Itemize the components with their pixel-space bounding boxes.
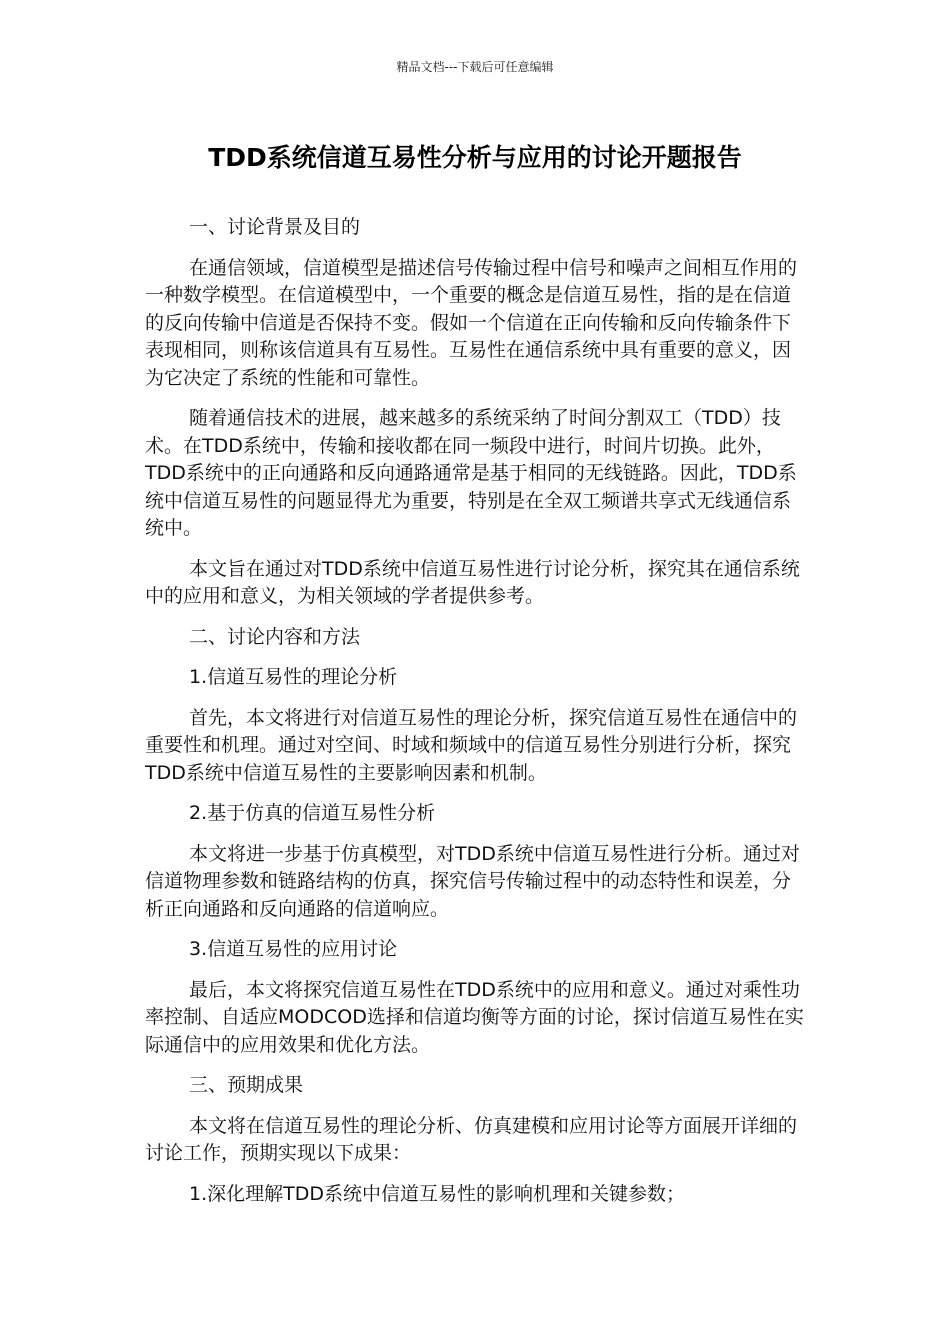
section-2-paragraph-1: 首先，本文将进行对信道互易性的理论分析，探究信道互易性在通信中的重要性和机理。通过对空间、时域和频域中的信道互易性分别进行分析，探究TDD系统中信道互易性的主要影响因素和机制。 xyxy=(145,706,798,784)
section-2-subheading-1: 1.信道互易性的理论分析 xyxy=(189,666,398,688)
section-1-heading: 一、讨论背景及目的 xyxy=(189,216,361,238)
section-2-paragraph-2: 本文将进一步基于仿真模型，对TDD系统中信道互易性进行分析。通过对信道物理参数和链路结构的仿真，探究信号传输过程中的动态特性和误差，分析正向通路和反向通路的信道响应。 xyxy=(145,842,800,920)
section-2-subheading-2: 2.基于仿真的信道互易性分析 xyxy=(189,802,436,824)
section-1-paragraph-2: 随着通信技术的进展，越来越多的系统采纳了时间分割双工（TDD）技术。在TDD系统中，传输和接收都在同一频段中进行，时间片切换。此外，TDD系统中的正向通路和反向通路通常是基于相同的无线链路。因此，TDD系统中信道互易性的问题显得尤为重要，特别是在全双工频谱共享式无线通信系统中。 xyxy=(145,407,797,539)
section-2-paragraph-3: 最后，本文将探究信道互易性在TDD系统中的应用和意义。通过对乘性功率控制、自适应MODCOD选择和信道均衡等方面的讨论，探讨信道互易性在实际通信中的应用效果和优化方法。 xyxy=(145,978,804,1056)
section-3-list-item-1: 1.深化理解TDD系统中信道互易性的影响机理和关键参数； xyxy=(189,1182,685,1205)
section-3-heading: 三、预期成果 xyxy=(189,1074,304,1096)
section-2-heading: 二、讨论内容和方法 xyxy=(189,625,361,648)
header-note: 精品文档---下载后可任意编辑 xyxy=(396,60,554,74)
section-1-paragraph-3: 本文旨在通过对TDD系统中信道互易性进行讨论分析，探究其在通信系统中的应用和意义，为相关领域的学者提供参考。 xyxy=(145,557,800,607)
document-body xyxy=(145,214,805,1208)
section-3-paragraph-1: 本文将在信道互易性的理论分析、仿真建模和应用讨论等方面展开详细的讨论工作，预期实现以下成果： xyxy=(145,1114,798,1164)
section-2-subheading-3: 3.信道互易性的应用讨论 xyxy=(189,938,398,960)
section-1-paragraph-1: 在通信领域，信道模型是描述信号传输过程中信号和噪声之间相互作用的一种数学模型。在信道模型中，一个重要的概念是信道互易性，指的是在信道的反向传输中信道是否保持不变。假如一个信道在正向传输和反向传输条件下表现相同，则称该信道具有互易性。互易性在通信系统中具有重要的意义，因为它决定了系统的性能和可靠性。 xyxy=(145,256,798,389)
document-title: TDD系统信道互易性分析与应用的讨论开题报告 xyxy=(208,143,742,172)
